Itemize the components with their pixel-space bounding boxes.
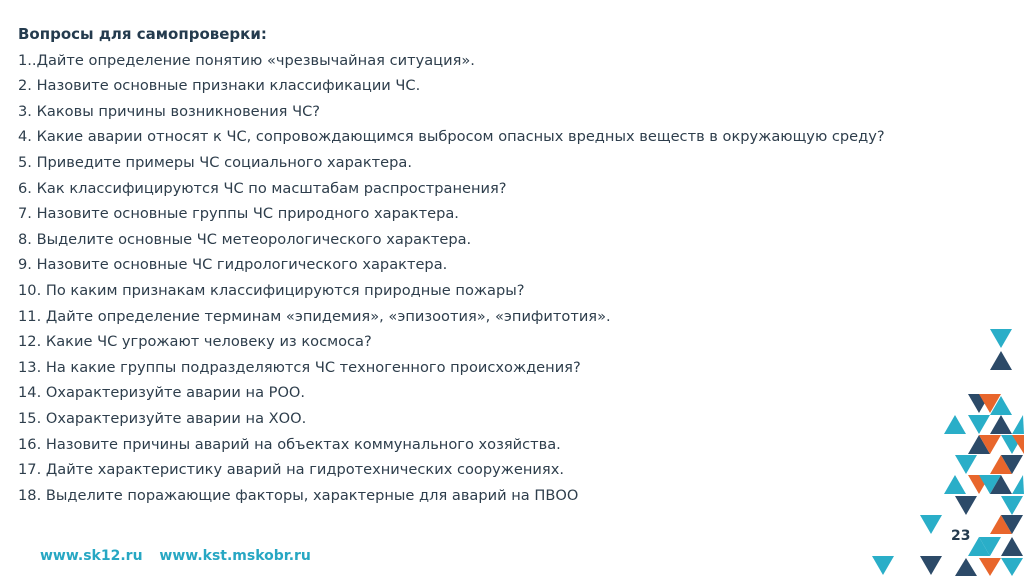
question-item: 4. Какие аварии относят к ЧС, сопровождающимся выбросом опасных вредных веществ в окружающую среду? [18,128,885,146]
triangle-shape [1001,558,1023,576]
triangle-shape [990,351,1012,370]
triangle-shape [1001,496,1023,515]
question-item: 2. Назовите основные признаки классификации ЧС. [18,77,421,95]
question-item: 16. Назовите причины аварий на объектах коммунального хозяйства. [18,435,561,453]
question-item: 14. Охарактеризуйте аварии на РОО. [18,384,306,402]
triangle-shape [872,556,894,575]
question-item: 18. Выделите поражающие факторы, характерные для аварий на ПВОО [18,486,579,504]
question-item: 1..Дайте определение понятию «чрезвычайная ситуация». [18,51,475,69]
triangle-shape [1012,475,1024,494]
question-item: 5. Приведите примеры ЧС социального характера. [18,153,412,171]
question-item: 7. Назовите основные группы ЧС природного характера. [18,205,459,223]
slide-title: Вопросы для самопроверки: [18,25,267,43]
triangle-shape [920,515,942,534]
triangle-shape [1012,415,1024,434]
triangle-shape [1001,537,1023,556]
triangle-shape [955,496,977,515]
triangle-shape [944,475,966,494]
footer-link-sk12[interactable]: www.sk12.ru [40,548,143,564]
question-item: 11. Дайте определение терминам «эпидемия», «эпизоотия», «эпифитотия». [18,307,611,325]
question-item: 12. Какие ЧС угрожают человеку из космоса? [18,333,372,351]
question-item: 9. Назовите основные ЧС гидрологического характера. [18,256,448,274]
question-item: 17. Дайте характеристику аварий на гидротехнических сооружениях. [18,461,564,479]
question-item: 3. Каковы причины возникновения ЧС? [18,102,321,120]
triangle-shape [979,558,1001,576]
footer-link-kst[interactable]: www.kst.mskobr.ru [159,548,311,564]
triangle-shape [955,558,977,576]
question-item: 8. Выделите основные ЧС метеорологического характера. [18,230,472,248]
question-item: 13. На какие группы подразделяются ЧС техногенного происхождения? [18,358,581,376]
question-item: 6. Как классифицируются ЧС по масштабам распространения? [18,179,507,197]
triangle-shape [944,415,966,434]
question-item: 10. По каким признакам классифицируются природные пожары? [18,281,525,299]
triangle-shape [955,455,977,474]
page-number: 23 [951,528,971,544]
triangle-shape [968,415,990,434]
triangle-shape [990,329,1012,348]
triangle-shape [920,556,942,575]
triangle-shape [990,415,1012,434]
question-item: 15. Охарактеризуйте аварии на ХОО. [18,409,307,427]
